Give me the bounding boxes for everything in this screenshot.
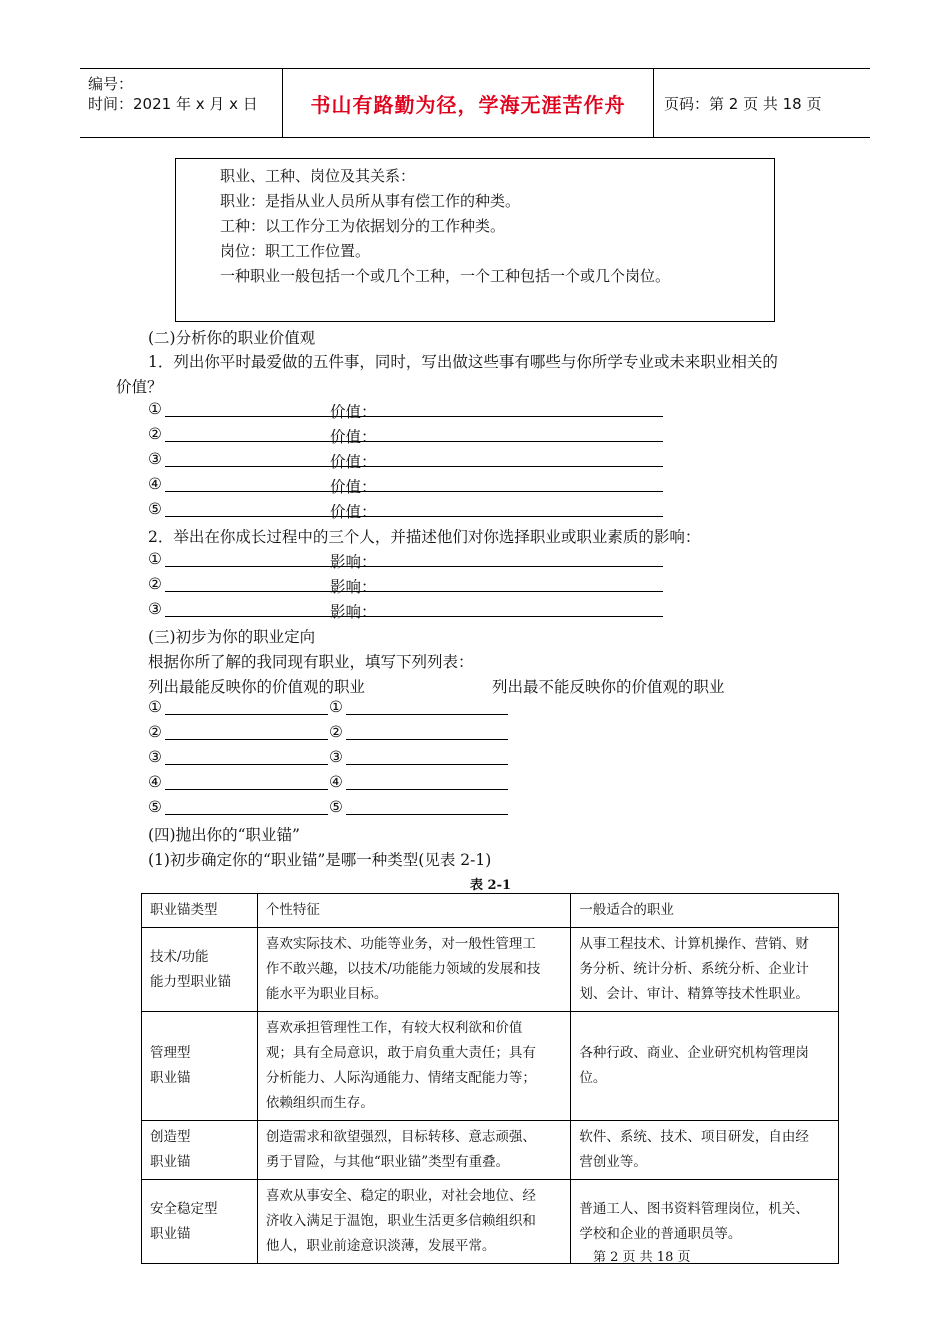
answer-line[interactable] <box>165 466 663 467</box>
marker: ① <box>148 400 162 418</box>
marker: ③ <box>148 450 162 468</box>
question-1-cont: 价值？ <box>116 378 163 396</box>
marker: ① <box>329 698 343 716</box>
page-footer: 第 2 页 共 18 页 <box>593 1250 691 1265</box>
section-intro: 根据你所了解的我同现有职业，填写下列列表： <box>148 653 474 671</box>
answer-line[interactable] <box>346 739 508 740</box>
table-header: 一般适合的职业 <box>571 894 839 928</box>
cell-line: 职业锚 <box>150 1154 191 1170</box>
page-header <box>80 68 870 138</box>
column-right-title: 列出最不能反映你的价值观的职业 <box>492 678 725 696</box>
cell-line: 职业锚 <box>150 1070 191 1086</box>
answer-line[interactable] <box>165 491 663 492</box>
answer-line[interactable] <box>165 566 663 567</box>
answer-line[interactable] <box>165 416 663 417</box>
marker: ③ <box>329 748 343 766</box>
cell-line: 安全稳定型 <box>150 1200 218 1217</box>
marker: ② <box>148 575 162 593</box>
section-sub: (1)初步确定你的“职业锚”是哪一种类型(见表 2-1) <box>148 851 492 869</box>
definition-line: 工种：以工作分工为依据划分的工作种类。 <box>220 217 506 235</box>
table-row <box>142 928 839 1012</box>
cell-line: 软件、系统、技术、项目研发，自由经 <box>579 1129 809 1145</box>
question-1: 1．列出你平时最爱做的五件事，同时，写出做这些事有哪些与你所学专业或未来职业相关的 <box>148 353 778 371</box>
jobs-cell <box>571 1121 839 1180</box>
career-anchor-table <box>141 893 839 1264</box>
cell-line: 营创业等。 <box>579 1154 647 1170</box>
cell-line: 位。 <box>579 1070 607 1086</box>
value-label: 价值： <box>330 503 377 521</box>
answer-line[interactable] <box>165 441 663 442</box>
question-2: 2．举出在你成长过程中的三个人，并描述他们对你选择职业或职业素质的影响： <box>148 528 701 546</box>
cell-line: 技术/功能 <box>150 948 209 965</box>
cell-line: 能水平为职业目标。 <box>265 986 388 1002</box>
cell-line: 依赖组织而生存。 <box>265 1095 374 1111</box>
cell-line: 观；具有全局意识，敢于肩负重大责任；具有 <box>265 1045 536 1061</box>
doc-date-label: 时间：2021 年 x 月 x 日 <box>88 95 258 113</box>
section-heading: (三)初步为你的职业定向 <box>148 628 316 646</box>
traits-cell <box>257 1180 571 1264</box>
section-heading: (二)分析你的职业价值观 <box>148 329 316 347</box>
anchor-type-cell <box>142 1012 258 1121</box>
cell-line: 他人，职业前途意识淡薄，发展平常。 <box>265 1238 496 1254</box>
marker: ⑤ <box>148 798 162 816</box>
cell-line: 创造型 <box>150 1129 191 1145</box>
traits-cell <box>257 1121 571 1180</box>
section-heading: (四)抛出你的“职业锚” <box>148 826 300 844</box>
answer-line[interactable] <box>165 616 663 617</box>
cell-line: 喜欢从事安全、稳定的职业，对社会地位、经 <box>265 1188 536 1204</box>
header-meta-cell <box>80 69 283 137</box>
definition-line: 一种职业一般包括一个或几个工种，一个工种包括一个或几个岗位。 <box>220 267 671 285</box>
traits-cell <box>257 1012 571 1121</box>
answer-line[interactable] <box>346 764 508 765</box>
marker: ③ <box>148 748 162 766</box>
table-row <box>142 1180 839 1264</box>
definition-line: 岗位：职工工作位置。 <box>220 242 371 260</box>
cell-line: 从事工程技术、计算机操作、营销、财 <box>579 936 809 952</box>
table-row <box>142 1012 839 1121</box>
cell-line: 管理型 <box>150 1045 191 1061</box>
answer-line[interactable] <box>346 714 508 715</box>
definition-line: 职业：是指从业人员所从事有偿工作的种类。 <box>220 192 521 210</box>
header-motto-cell <box>283 69 654 137</box>
column-left-title: 列出最能反映你的价值观的职业 <box>148 678 366 696</box>
cell-line: 济收入满足于温饱，职业生活更多信赖组织和 <box>265 1213 536 1229</box>
cell-line: 创造需求和欲望强烈，目标转移、意志顽强、 <box>265 1129 536 1145</box>
marker: ② <box>148 723 162 741</box>
traits-cell <box>257 928 571 1012</box>
marker: ② <box>148 425 162 443</box>
cell-line: 职业锚 <box>150 1225 191 1242</box>
cell-line: 各种行政、商业、企业研究机构管理岗 <box>579 1045 809 1061</box>
cell-line: 学校和企业的普通职员等。 <box>579 1225 742 1242</box>
marker: ③ <box>148 600 162 618</box>
answer-line[interactable] <box>165 591 663 592</box>
marker: ④ <box>148 773 162 791</box>
value-label: 价值： <box>330 453 377 471</box>
cell-line: 划、会计、审计、精算等技术性职业。 <box>579 986 809 1002</box>
page-number-label: 页码：第 2 页 共 18 页 <box>664 94 822 113</box>
table-header: 个性特征 <box>257 894 571 928</box>
cell-line: 喜欢实际技术、功能等业务，对一般性管理工 <box>265 936 536 952</box>
cell-line: 能力型职业锚 <box>150 973 231 990</box>
influence-label: 影响： <box>330 603 377 621</box>
marker: ④ <box>148 475 162 493</box>
influence-label: 影响： <box>330 578 377 596</box>
anchor-type-cell <box>142 1180 258 1264</box>
definition-box <box>175 158 775 322</box>
table-header-row <box>142 894 839 928</box>
value-label: 价值： <box>330 403 377 421</box>
cell-line: 勇于冒险，与其他“职业锚”类型有重叠。 <box>265 1154 510 1170</box>
cell-line: 分析能力、人际沟通能力、情绪支配能力等； <box>265 1070 536 1086</box>
marker: ⑤ <box>329 798 343 816</box>
value-label: 价值： <box>330 478 377 496</box>
anchor-type-cell <box>142 1121 258 1180</box>
cell-line: 普通工人、图书资料管理岗位，机关、 <box>579 1200 809 1217</box>
marker: ④ <box>329 773 343 791</box>
table-row <box>142 1121 839 1180</box>
marker: ⑤ <box>148 500 162 518</box>
jobs-cell <box>571 928 839 1012</box>
cell-line: 作不敢兴趣，以技术/功能能力领域的发展和技 <box>265 961 541 977</box>
answer-line[interactable] <box>346 814 508 815</box>
answer-line[interactable] <box>165 714 328 715</box>
cell-line: 喜欢承担管理性工作，有较大权利欲和价值 <box>265 1020 523 1036</box>
cell-line: 务分析、统计分析、系统分析、企业计 <box>579 961 809 977</box>
table-caption: 表 2-1 <box>470 878 512 893</box>
marker: ① <box>148 550 162 568</box>
answer-line[interactable] <box>165 764 328 765</box>
answer-line[interactable] <box>165 789 328 790</box>
table-header: 职业锚类型 <box>142 894 258 928</box>
definition-line: 职业、工种、岗位及其关系： <box>220 167 416 185</box>
answer-line[interactable] <box>346 789 508 790</box>
header-page-cell <box>654 69 870 137</box>
doc-number-label: 编号： <box>88 75 134 93</box>
anchor-type-cell <box>142 928 258 1012</box>
answer-line[interactable] <box>165 516 663 517</box>
influence-label: 影响： <box>330 553 377 571</box>
marker: ② <box>329 723 343 741</box>
answer-line[interactable] <box>165 739 328 740</box>
motto: 书山有路勤为径，学海无涯苦作舟 <box>310 92 626 117</box>
answer-line[interactable] <box>165 814 328 815</box>
value-label: 价值： <box>330 428 377 446</box>
marker: ① <box>148 698 162 716</box>
jobs-cell <box>571 1012 839 1121</box>
